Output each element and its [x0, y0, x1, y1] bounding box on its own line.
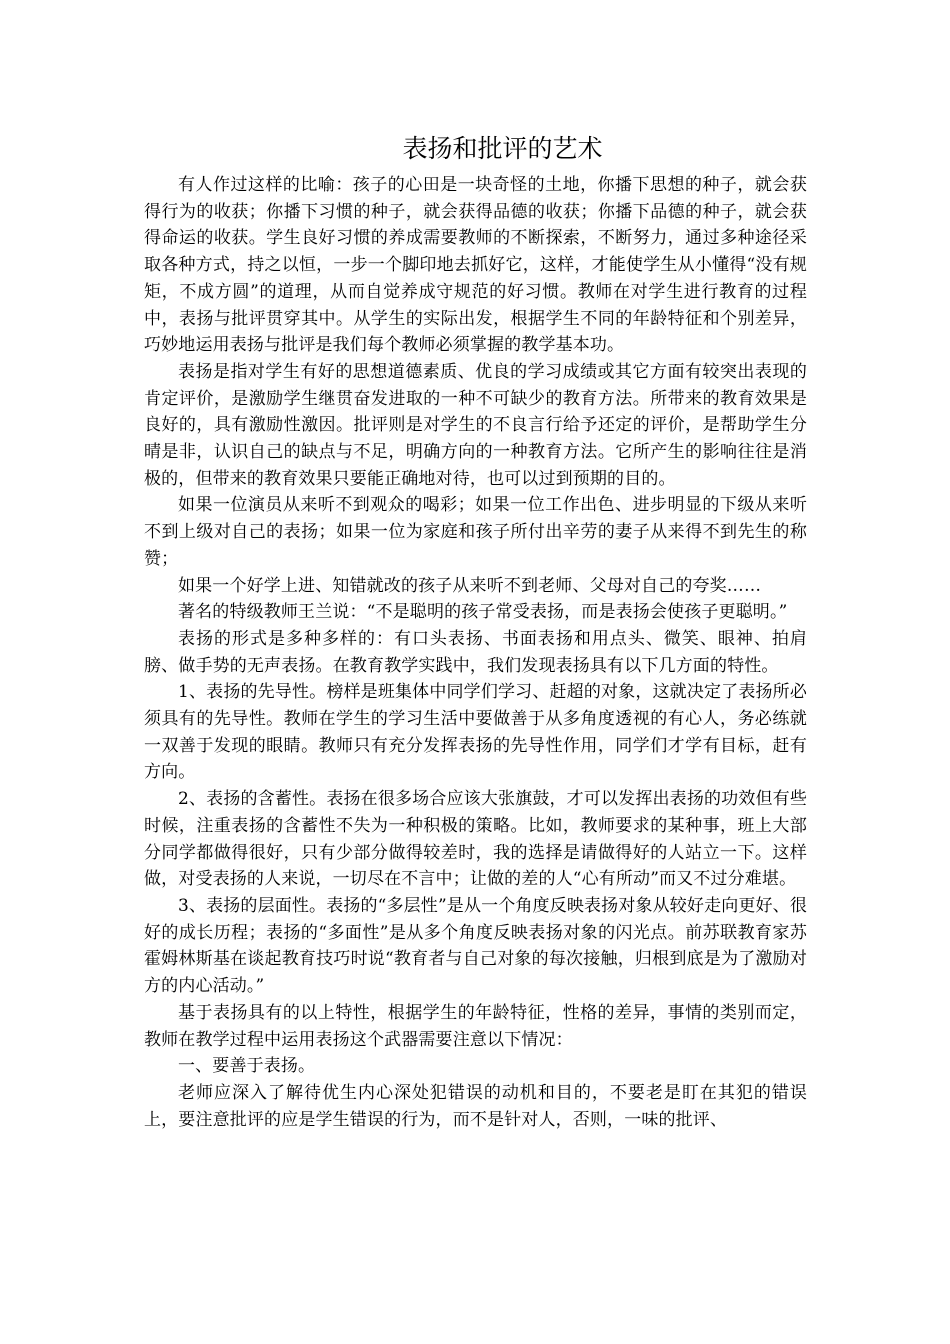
paragraph-child-example: 如果一个好学上进、知错就改的孩子从来听不到老师、父母对自己的夸奖…… — [178, 575, 762, 596]
paragraph-praise-forms: 表扬的形式是多种多样的：有口头表扬、书面表扬和用点头、微笑、眼神、拍肩膀、做手势的无声表扬。在教育教学实践中，我们发现表扬具有以下几方面的特性。 — [144, 628, 807, 676]
paragraph-summary: 基于表扬具有的以上特性，根据学生的年龄特征，性格的差异，事情的类别而定，教师在教学过程中运用表扬这个武器需要注意以下情况： — [144, 1002, 807, 1050]
paragraph-point-3: 3、表扬的层面性。表扬的“多层性”是从一个角度反映表扬对象从较好走向更好、很好的成长历程；表扬的“多面性”是从多个角度反映表扬对象的闪光点。前苏联教育家苏霍姆林斯基在谈起教育技巧时说“教育者与自己对象的每次接触，归根到底是为了激励对方的内心活动。” — [144, 895, 807, 997]
paragraph-examples: 如果一位演员从来听不到观众的喝彩；如果一位工作出色、进步明显的下级从来听不到上级对自己的表扬；如果一位为家庭和孩子所付出辛劳的妻子从来得不到先生的称赞； — [144, 495, 807, 569]
paragraph-point-2: 2、表扬的含蓄性。表扬在很多场合应该大张旗鼓，才可以发挥出表扬的功效但有些时候，注重表扬的含蓄性不失为一种积极的策略。比如，教师要求的某种事，班上大部分同学都做得很好，只有少部分做得较差时，我的选择是请做得好的人站立一下。这样做，对受表扬的人来说，一切尽在不言中；让做的差的人“心有所动”而又不过分难堪。 — [144, 789, 807, 890]
document-title: 表扬和批评的艺术 — [402, 134, 603, 163]
paragraph-point-1: 1、表扬的先导性。榜样是班集体中同学们学习、赶超的对象，这就决定了表扬所必须具有的先导性。教师在学生的学习生活中要做善于从多角度透视的有心人，务必练就一双善于发现的眼睛。教师只有充分发挥表扬的先导性作用，同学们才学有目标，赶有方向。 — [144, 682, 807, 783]
section-heading-1: 一、要善于表扬。 — [178, 1056, 316, 1077]
document-body — [144, 172, 807, 1133]
paragraph-intro: 有人作过这样的比喻：孩子的心田是一块奇怪的土地，你播下思想的种子，就会获得行为的收获；你播下习惯的种子，就会获得品德的收获；你播下品德的种子，就会获得命运的收获。学生良好习惯的养成需要教师的不断探索，不断努力，通过多种途径采取各种方式，持之以恒，一步一个脚印地去抓好它，这样，才能使学生从小懂得“没有规矩，不成方圆”的道理，从而自觉养成守规范的好习惯。教师在对学生进行教育的过程中，表扬与批评贯穿其中。从学生的实际出发，根据学生不同的年龄特征和个别差异，巧妙地运用表扬与批评是我们每个教师必须掌握的教学基本功。 — [144, 175, 807, 356]
paragraph-quote: 著名的特级教师王兰说：“不是聪明的孩子常受表扬，而是表扬会使孩子更聪明。” — [178, 602, 788, 623]
paragraph-section-1: 老师应深入了解待优生内心深处犯错误的动机和目的，不要老是盯在其犯的错误上，要注意批评的应是学生错误的行为，而不是针对人，否则，一味的批评、 — [144, 1082, 807, 1130]
paragraph-praise-definition: 表扬是指对学生有好的思想道德素质、优良的学习成绩或其它方面有较突出表现的肯定评价，是激励学生继贯奋发进取的一种不可缺少的教育方法。所带来的教育效果是良好的，具有激励性激因。批评则是对学生的不良言行给予还定的评价，是帮助学生分晴是非，认识自己的缺点与不足，明确方向的一种教育方法。它所产生的影响往往是消极的，但带来的教育效果只要能正确地对待，也可以过到预期的目的。 — [144, 361, 807, 489]
